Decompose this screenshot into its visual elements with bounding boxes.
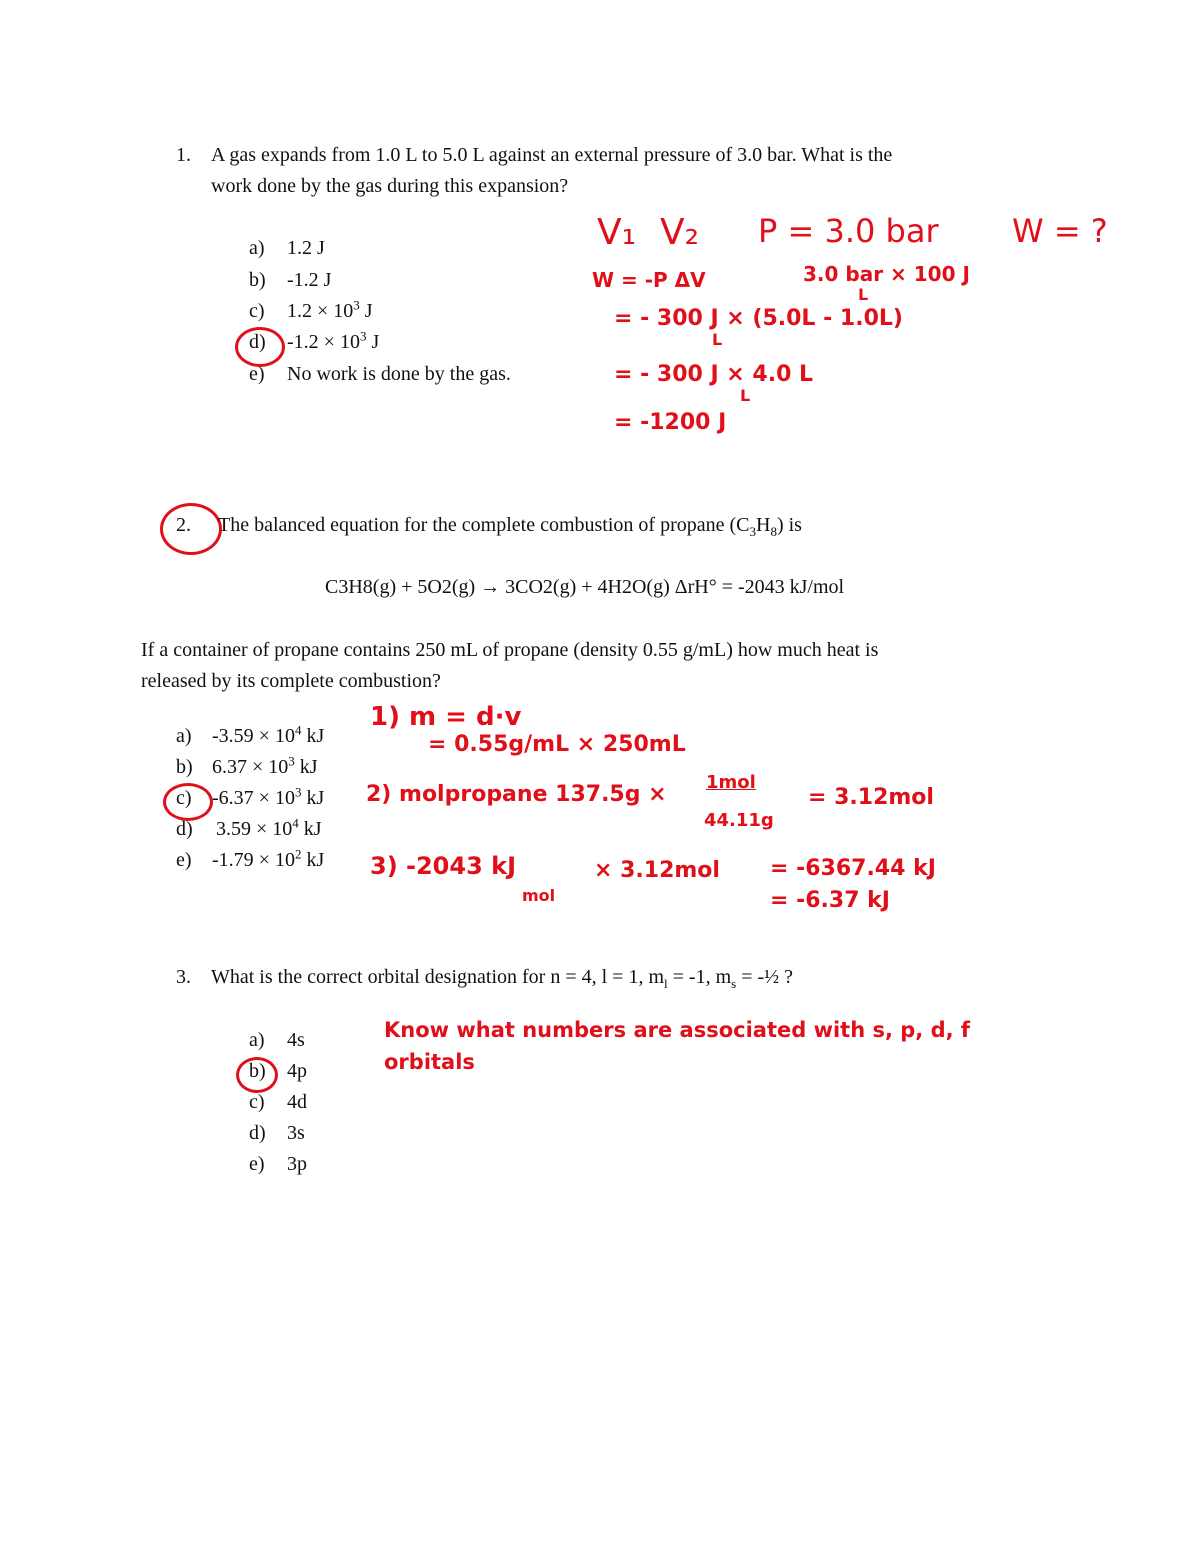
- q1-note-conversion-denominator: L: [858, 285, 869, 304]
- q2-note-step3-result2: = -6.37 kJ: [770, 888, 890, 913]
- q1-note-step3: = - 300 J × 4.0 L: [614, 362, 814, 387]
- q1-option-a[interactable]: a) 1.2 J: [249, 237, 325, 259]
- q2-note-step2-denominator: 44.11g: [704, 810, 774, 831]
- q1-note-pressure: P = 3.0 bar: [758, 212, 939, 250]
- q1-answer-circle: [235, 327, 285, 367]
- q1-number: 1.: [176, 144, 191, 166]
- q2-answer-circle: [163, 783, 213, 821]
- q2-note-step3-middle: × 3.12mol: [594, 858, 720, 883]
- q2-option-e[interactable]: e) $-1.79 \times 10^2$ kJ: [176, 846, 325, 871]
- q2-question-line1: If a container of propane contains 250 mL of propane (density 0.55 g/mL) how much heat is: [141, 639, 879, 661]
- q1-note-v1: V₁: [597, 212, 637, 253]
- q1-note-step3-denominator: L: [740, 386, 751, 405]
- q1-note-formula: W = -P ΔV: [592, 268, 706, 292]
- q3-option-a[interactable]: a) 4s: [249, 1029, 305, 1051]
- q2-option-d[interactable]: d) $3.59 \times 10^4$ kJ: [176, 815, 322, 840]
- q3-option-e[interactable]: e) 3p: [249, 1153, 307, 1175]
- q1-option-d[interactable]: d) $-1.2 \times 10^3$ J: [249, 328, 380, 353]
- q1-option-b[interactable]: b) -1.2 J: [249, 269, 332, 291]
- q3-answer-circle: [236, 1057, 278, 1093]
- q2-option-c[interactable]: c) $-6.37 \times 10^3$ kJ: [176, 784, 325, 809]
- q2-option-a[interactable]: a) $-3.59 \times 10^4$ kJ: [176, 722, 325, 747]
- q3-number: 3.: [176, 966, 191, 988]
- q3-note-line2: orbitals: [384, 1050, 475, 1074]
- q2-question-line2: released by its complete combustion?: [141, 670, 441, 692]
- q1-text-line1: A gas expands from 1.0 L to 5.0 L against an external pressure of 3.0 bar. What is the: [211, 144, 893, 166]
- q3-option-d[interactable]: d) 3s: [249, 1122, 305, 1144]
- q1-option-e[interactable]: e) No work is done by the gas.: [249, 363, 511, 385]
- q3-option-c[interactable]: c) 4d: [249, 1091, 307, 1113]
- q1-note-result: = -1200 J: [614, 410, 727, 435]
- q2-equation: C3H8(g) + 5O2(g) → 3CO2(g) + 4H2O(g) ΔrH° = -2043 kJ/mol: [325, 576, 845, 598]
- q1-text-line2: work done by the gas during this expansion?: [211, 175, 569, 197]
- q1-note-v2: V₂: [660, 212, 700, 253]
- q2-note-step3-result: = -6367.44 kJ: [770, 856, 936, 881]
- q2-number-circle: [160, 503, 222, 555]
- q1-note-conversion: 3.0 bar × 100 J: [803, 262, 970, 286]
- q1-note-work: W = ?: [1012, 212, 1108, 250]
- q1-note-step2-denominator: L: [712, 330, 723, 349]
- q3-option-b[interactable]: b) 4p: [249, 1060, 307, 1082]
- q2-note-step2-result: = 3.12mol: [808, 785, 934, 810]
- q2-note-step3: 3) -2043 kJ: [370, 852, 517, 880]
- q2-text: The balanced equation for the complete combustion of propane $(C_3H_8)$ is: [218, 514, 802, 539]
- q3-text: What is the correct orbital designation for n = 4, l = 1, $m_l = -1$, $m_s$ = -½ ?: [211, 966, 794, 991]
- q3-note-line1: Know what numbers are associated with s, p, d, f: [384, 1018, 971, 1042]
- q2-option-b[interactable]: b) $6.37 \times 10^3$ kJ: [176, 753, 318, 778]
- q2-number: 2.: [176, 514, 191, 536]
- q2-note-step1b: = 0.55g/mL × 250mL: [428, 732, 686, 757]
- q2-note-step1: 1) m = d·v: [370, 702, 522, 732]
- q1-note-step2: = - 300 J × (5.0L - 1.0L): [614, 306, 903, 331]
- q1-option-c[interactable]: c) $1.2 \times 10^3$ J: [249, 297, 373, 322]
- q2-note-step2-numerator: 1mol: [706, 772, 756, 793]
- q2-note-step3-denominator: mol: [522, 886, 556, 905]
- q2-note-step2: 2) molpropane 137.5g ×: [366, 782, 667, 807]
